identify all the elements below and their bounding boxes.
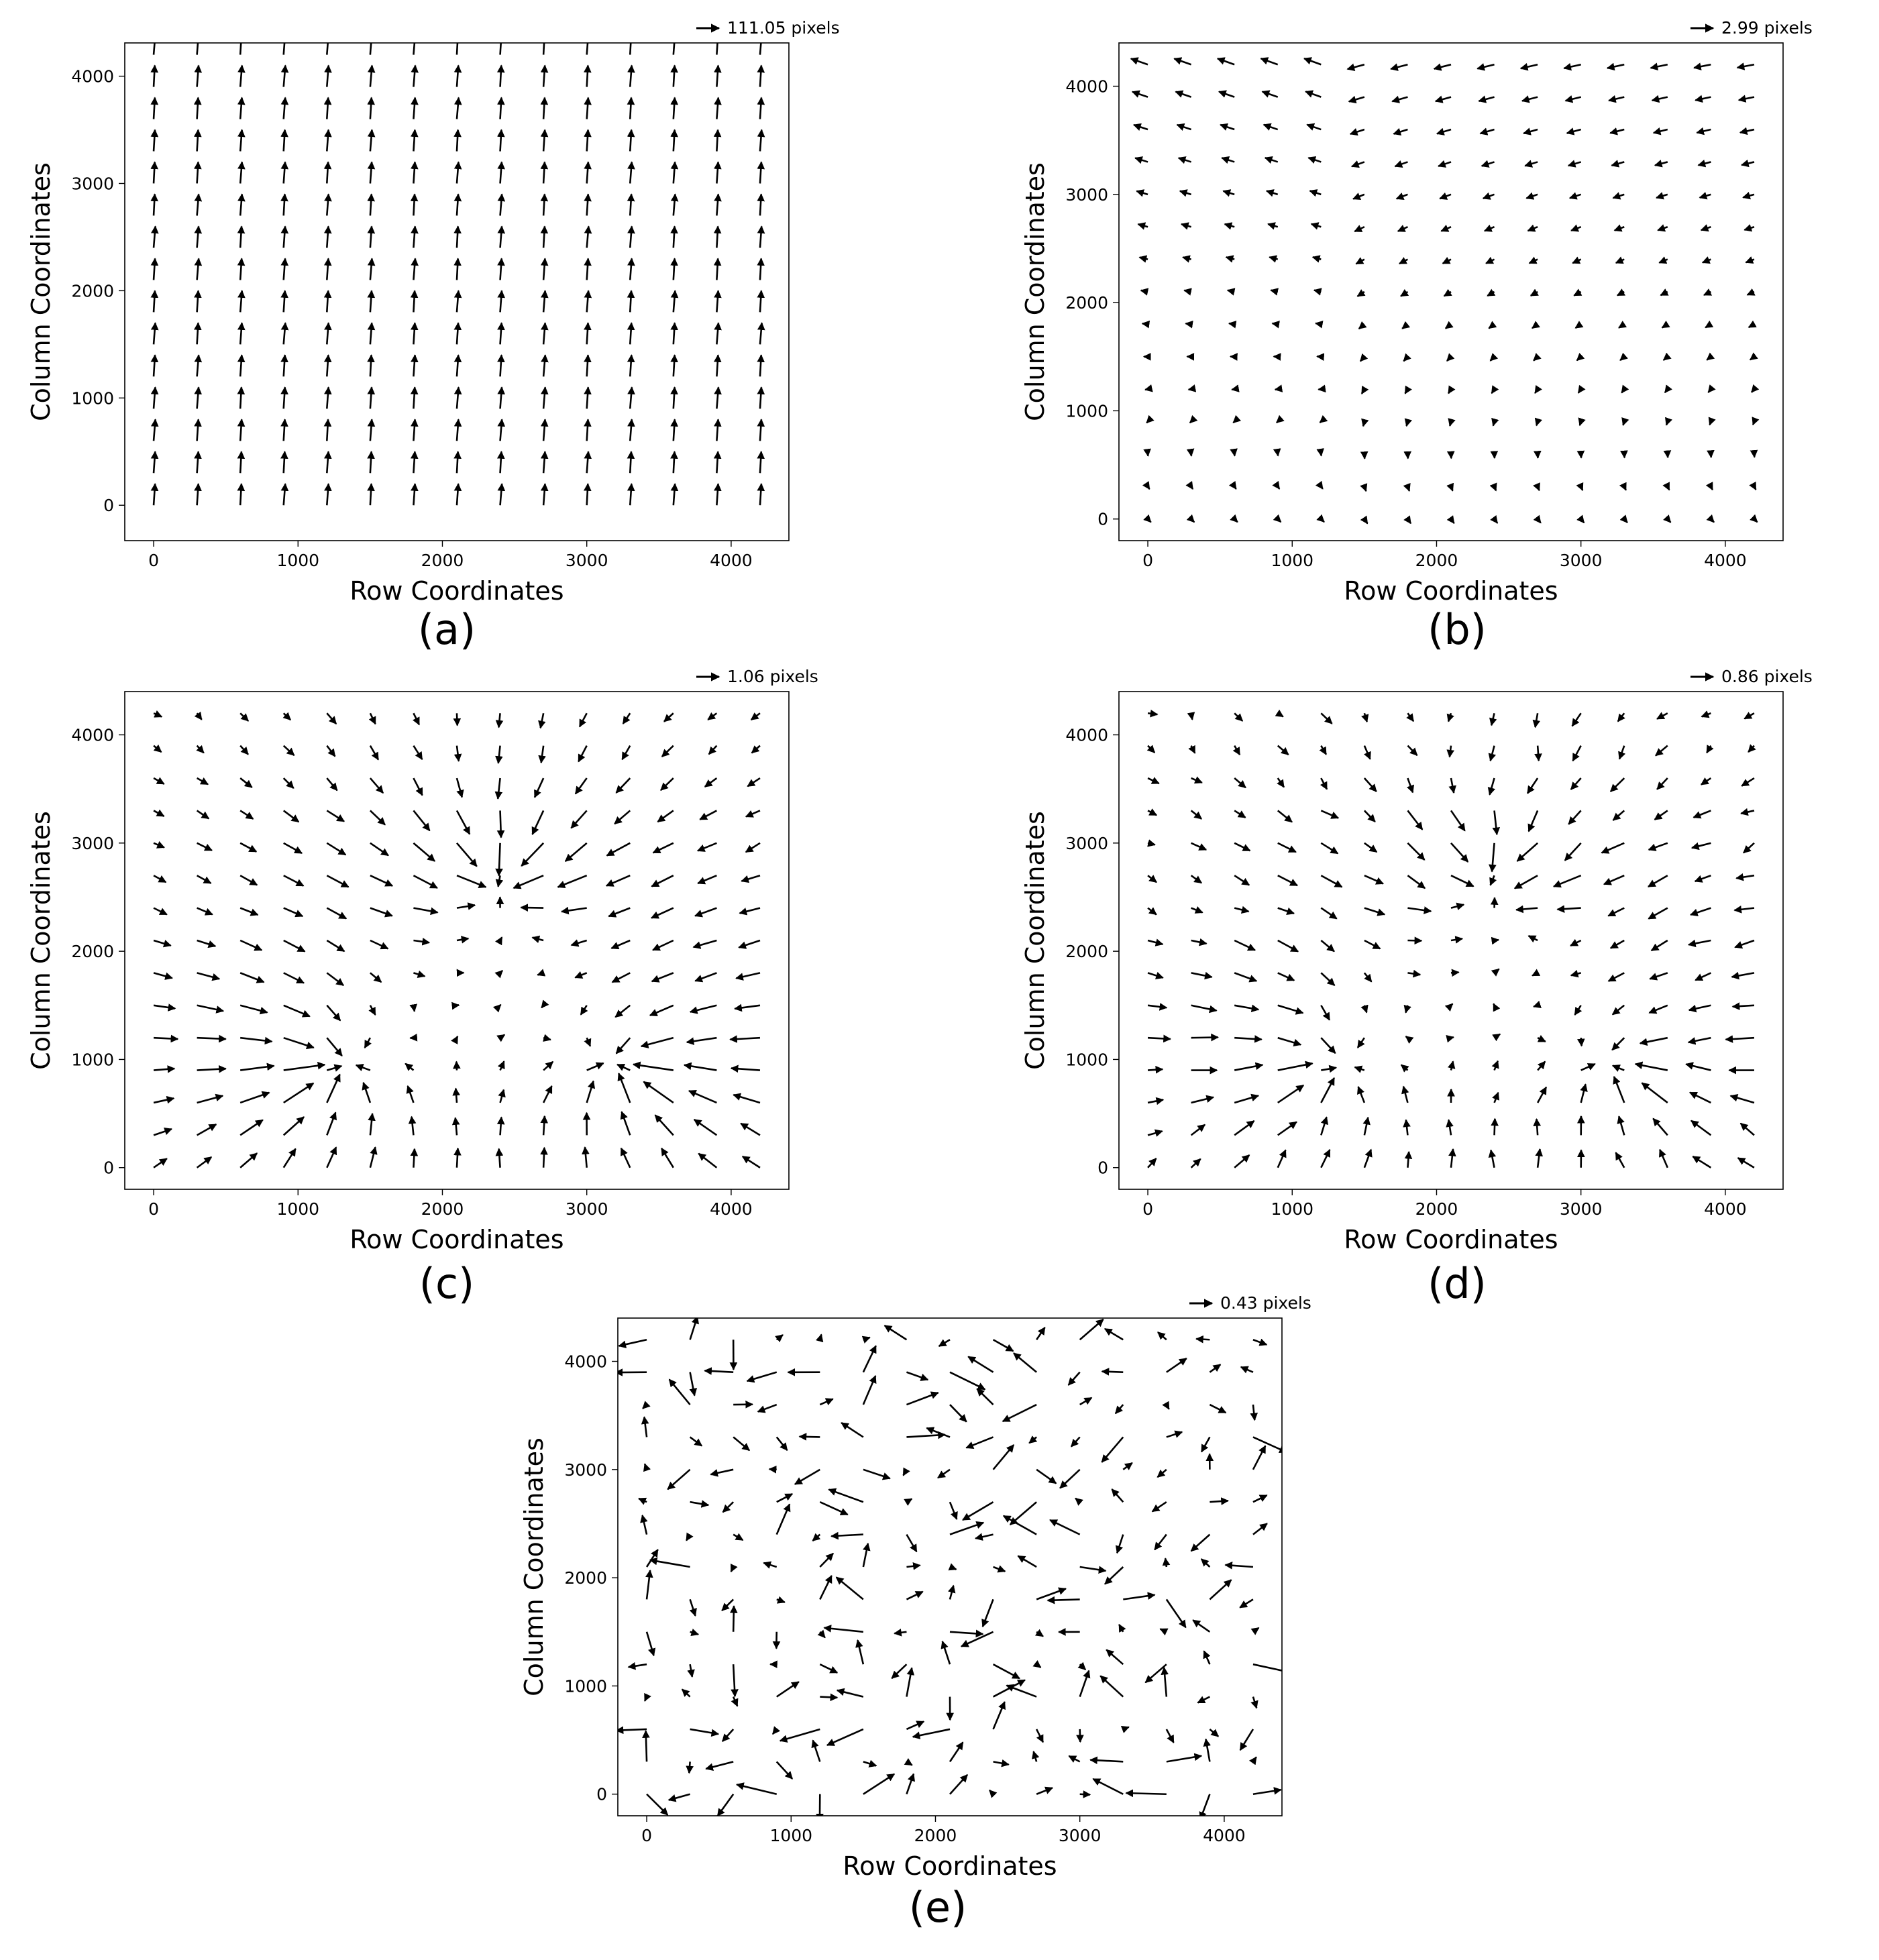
quiver-arrow xyxy=(769,1469,777,1470)
quiver-arrow xyxy=(587,419,588,441)
quiver-arrow xyxy=(1190,422,1191,423)
quiver-arrow xyxy=(413,1005,414,1012)
quiver-arrow xyxy=(716,451,718,473)
quiver-arrow xyxy=(413,194,415,215)
quiver-arrow xyxy=(284,451,285,473)
y-tick-label: 2000 xyxy=(71,942,114,962)
quiver-arrow xyxy=(1538,746,1539,761)
quiver-arrow xyxy=(616,1729,647,1731)
quiver-arrow xyxy=(240,451,241,473)
y-tick-label: 0 xyxy=(1097,1158,1108,1178)
quiver-arrow xyxy=(500,130,502,152)
x-tick-label: 2000 xyxy=(421,551,464,570)
quiver-arrow xyxy=(1145,389,1148,390)
quiver-key-label: 2.99 pixels xyxy=(1721,18,1813,38)
quiver-arrow xyxy=(154,98,155,119)
quiver-arrow xyxy=(197,130,199,152)
quiver-arrow xyxy=(1320,422,1322,423)
quiver-arrow xyxy=(154,290,155,312)
y-tick-label: 0 xyxy=(1097,509,1108,529)
quiver-arrow xyxy=(1148,713,1157,714)
quiver-arrow xyxy=(1318,389,1321,390)
quiver-arrow xyxy=(1407,1152,1409,1168)
quiver-arrow xyxy=(1275,389,1278,390)
quiver-arrow xyxy=(1580,422,1581,426)
quiver-arrow xyxy=(543,226,545,248)
quiver-arrow xyxy=(760,194,761,215)
panel-caption: (e) xyxy=(908,1883,967,1932)
quiver-arrow xyxy=(1710,422,1711,425)
quiver-arrow xyxy=(240,484,241,505)
quiver-arrow xyxy=(1048,1599,1080,1600)
y-tick-label: 3000 xyxy=(71,833,114,853)
quiver-arrow xyxy=(327,419,328,441)
quiver-arrow xyxy=(543,194,545,215)
quiver-arrow xyxy=(1229,323,1234,324)
quiver-arrow xyxy=(1146,422,1148,423)
quiver-arrow xyxy=(1277,422,1278,423)
quiver-arrow xyxy=(1273,323,1278,324)
x-tick-label: 4000 xyxy=(710,1199,753,1219)
quiver-arrow xyxy=(197,98,199,119)
quiver-arrow xyxy=(1185,323,1191,324)
x-tick-label: 4000 xyxy=(1704,551,1747,570)
quiver-arrow xyxy=(1451,972,1459,973)
x-tick-label: 4000 xyxy=(1203,1826,1246,1845)
quiver-arrow xyxy=(1451,1003,1452,1005)
quiver-arrow xyxy=(1080,1794,1090,1795)
y-tick-label: 4000 xyxy=(71,66,114,87)
quiver-arrow xyxy=(543,1116,545,1135)
quiver-arrow xyxy=(1623,422,1624,425)
quiver-arrow xyxy=(1233,422,1234,423)
quiver-arrow xyxy=(1451,1037,1454,1038)
quiver-arrow xyxy=(733,1606,734,1632)
x-tick-label: 3000 xyxy=(1058,1826,1102,1845)
quiver-arrow xyxy=(1581,1038,1582,1046)
x-tick-label: 1000 xyxy=(276,551,320,570)
y-axis-label: Column Coordinates xyxy=(1020,811,1050,1070)
quiver-arrow xyxy=(760,451,761,473)
quiver-arrow xyxy=(197,162,199,184)
quiver-arrow xyxy=(1191,1037,1218,1038)
y-tick-label: 2000 xyxy=(71,281,114,301)
x-tick-label: 0 xyxy=(1142,551,1153,570)
quiver-arrow xyxy=(1080,1729,1081,1742)
quiver-arrow xyxy=(1536,422,1538,426)
x-axis-label: Row Coordinates xyxy=(843,1851,1057,1881)
quiver-arrow xyxy=(674,258,675,280)
x-tick-label: 2000 xyxy=(1415,551,1458,570)
quiver-arrow xyxy=(543,162,545,184)
quiver-arrow xyxy=(1126,1793,1167,1794)
quiver-arrow xyxy=(284,194,285,215)
quiver-arrow xyxy=(716,226,718,248)
quiver-arrow xyxy=(1450,422,1451,426)
y-tick-label: 3000 xyxy=(564,1460,607,1480)
quiver-arrow xyxy=(760,258,761,280)
panel-caption: (b) xyxy=(1428,605,1487,654)
x-tick-label: 1000 xyxy=(1271,1199,1314,1219)
y-tick-label: 2000 xyxy=(564,1568,607,1588)
quiver-key-label: 0.86 pixels xyxy=(1721,667,1813,686)
x-tick-label: 3000 xyxy=(1559,1199,1603,1219)
quiver-arrow xyxy=(1666,422,1668,425)
y-tick-label: 4000 xyxy=(564,1352,607,1372)
x-axis-label: Row Coordinates xyxy=(1344,576,1558,606)
panel-caption: (a) xyxy=(417,605,476,654)
quiver-arrow xyxy=(587,355,588,376)
x-tick-label: 1000 xyxy=(276,1199,320,1219)
quiver-arrow xyxy=(587,66,588,87)
quiver-arrow xyxy=(370,484,372,505)
quiver-arrow xyxy=(370,451,372,473)
x-axis-label: Row Coordinates xyxy=(350,1225,564,1254)
quiver-arrow xyxy=(1316,323,1321,324)
x-tick-label: 0 xyxy=(641,1826,652,1845)
y-tick-label: 1000 xyxy=(1065,1050,1108,1070)
quiver-arrow xyxy=(674,451,675,473)
quiver-arrow xyxy=(820,1697,837,1698)
quiver-arrow xyxy=(1165,1558,1167,1567)
quiver-arrow xyxy=(457,226,458,248)
quiver-arrow xyxy=(457,1148,458,1168)
quiver-arrow xyxy=(1407,422,1408,427)
quiver-arrow xyxy=(1753,422,1754,425)
quiver-arrow xyxy=(457,1036,458,1038)
y-tick-label: 2000 xyxy=(1065,942,1108,962)
y-tick-label: 1000 xyxy=(564,1676,607,1696)
quiver-arrow xyxy=(154,162,155,184)
quiver-arrow xyxy=(760,355,761,376)
quiver-arrow xyxy=(413,290,415,312)
x-axis-label: Row Coordinates xyxy=(1344,1225,1558,1254)
quiver-arrow xyxy=(716,258,718,280)
x-tick-label: 4000 xyxy=(1704,1199,1747,1219)
panel-caption: (c) xyxy=(419,1259,475,1308)
quiver-arrow xyxy=(1191,713,1193,719)
quiver-arrow xyxy=(457,451,458,473)
quiver-arrow xyxy=(154,66,155,87)
quiver-arrow xyxy=(1232,389,1234,390)
x-axis-label: Row Coordinates xyxy=(350,576,564,606)
quiver-arrow xyxy=(689,1761,690,1773)
y-tick-label: 0 xyxy=(103,496,114,516)
x-tick-label: 2000 xyxy=(1415,1199,1458,1219)
quiver-arrow xyxy=(630,451,631,473)
quiver-arrow xyxy=(630,98,631,119)
quiver-key-label: 0.43 pixels xyxy=(1220,1293,1311,1313)
x-tick-label: 0 xyxy=(148,1199,159,1219)
quiver-arrow xyxy=(500,66,502,87)
y-tick-label: 3000 xyxy=(71,174,114,194)
quiver-arrow xyxy=(1142,323,1148,324)
y-tick-label: 0 xyxy=(103,1158,114,1178)
y-tick-label: 3000 xyxy=(1065,184,1108,205)
quiver-arrow xyxy=(587,484,588,505)
quiver-arrow xyxy=(543,1148,544,1168)
quiver-arrow xyxy=(716,130,718,152)
quiver-arrow xyxy=(240,387,241,409)
y-axis-label: Column Coordinates xyxy=(26,811,56,1070)
y-tick-label: 4000 xyxy=(71,725,114,745)
quiver-arrow xyxy=(455,1089,457,1103)
y-axis-label: Column Coordinates xyxy=(26,162,56,421)
quiver-arrow xyxy=(646,1731,647,1761)
quiver-arrow xyxy=(413,1149,414,1168)
quiver-key-label: 1.06 pixels xyxy=(727,667,818,686)
quiver-arrow xyxy=(500,451,502,473)
quiver-arrow xyxy=(500,810,501,837)
y-tick-label: 2000 xyxy=(1065,293,1108,313)
x-tick-label: 1000 xyxy=(1271,551,1314,570)
x-tick-label: 2000 xyxy=(421,1199,464,1219)
y-tick-label: 4000 xyxy=(1065,76,1108,97)
y-tick-label: 1000 xyxy=(71,1050,114,1070)
x-tick-label: 3000 xyxy=(565,551,608,570)
quiver-arrow xyxy=(456,1062,457,1071)
quiver-arrow xyxy=(674,226,675,248)
quiver-arrow xyxy=(587,323,588,344)
quiver-arrow xyxy=(1406,1036,1408,1038)
y-axis-label: Column Coordinates xyxy=(519,1437,549,1696)
y-tick-label: 1000 xyxy=(1065,401,1108,421)
quiver-arrow xyxy=(1363,422,1364,427)
quiver-arrow xyxy=(154,194,155,215)
y-tick-label: 3000 xyxy=(1065,833,1108,853)
quiver-arrow xyxy=(630,290,631,312)
quiver-arrow xyxy=(500,1118,502,1136)
panel-caption: (d) xyxy=(1428,1259,1487,1308)
quiver-arrow xyxy=(1196,1339,1210,1340)
quiver-arrow xyxy=(1189,389,1191,390)
quiver-arrow xyxy=(1148,1038,1171,1039)
x-tick-label: 0 xyxy=(148,551,159,570)
quiver-arrow xyxy=(197,1038,226,1039)
quiver-arrow xyxy=(457,713,458,725)
x-tick-label: 1000 xyxy=(769,1826,813,1845)
x-tick-label: 2000 xyxy=(914,1826,957,1845)
quiver-arrow xyxy=(370,355,372,376)
x-tick-label: 3000 xyxy=(1559,551,1603,570)
quiver-arrow xyxy=(1493,1003,1494,1005)
x-tick-label: 3000 xyxy=(565,1199,608,1219)
x-tick-label: 0 xyxy=(1142,1199,1153,1219)
y-tick-label: 1000 xyxy=(71,388,114,409)
quiver-arrow xyxy=(543,98,545,119)
quiver-arrow xyxy=(154,1038,178,1039)
quiver-arrow xyxy=(327,162,328,184)
y-tick-label: 0 xyxy=(596,1784,607,1804)
quiver-arrow xyxy=(1148,1069,1163,1071)
y-axis-label: Column Coordinates xyxy=(1020,162,1050,421)
y-tick-label: 4000 xyxy=(1065,725,1108,745)
x-tick-label: 4000 xyxy=(710,551,753,570)
quiver-key-label: 111.05 pixels xyxy=(727,18,840,38)
quiver-arrow xyxy=(1493,422,1495,426)
quiver-arrow xyxy=(457,258,458,280)
quiver-arrow xyxy=(197,323,199,344)
quiver-arrow xyxy=(457,130,458,152)
quiver-arrow xyxy=(1537,1119,1538,1135)
